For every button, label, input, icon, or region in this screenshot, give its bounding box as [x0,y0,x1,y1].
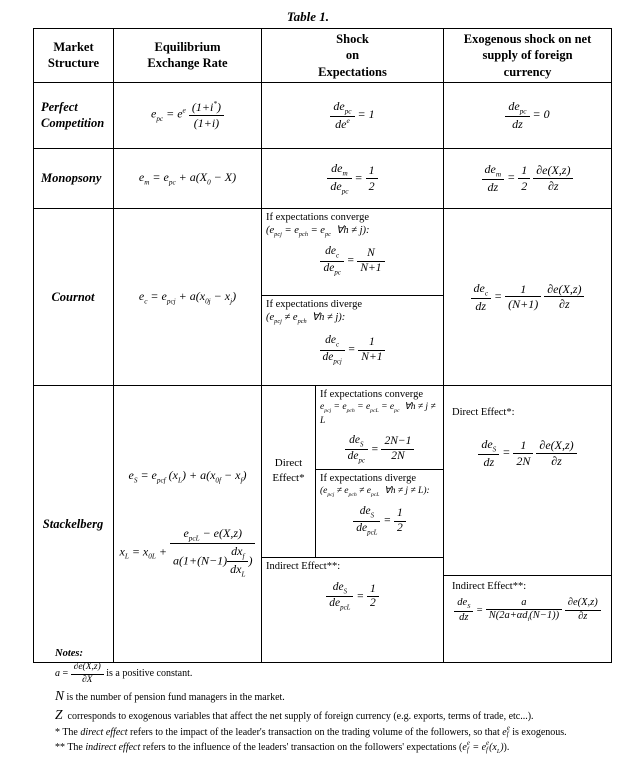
note-n-definition: N is the number of pension fund managers in the market. [55,687,285,703]
notes-section [55,647,607,757]
stackelberg-indirect-formula: $de_S$ $de_{pcL}$ = $\frac{1}{2}$ [262,581,443,613]
header-shock-on-expectations: Shock on Expectations [262,29,444,83]
stackelberg-converge-label: If expectations converge [320,388,424,400]
monopsony-exogenous-formula: $de_m$ dz = $\frac{1}{2}$ $\frac{\partial e(X,z)}{\partial z}$ [444,148,612,208]
header-exogenous-shock: Exogenous shock on net supply of foreign currency [444,29,612,83]
stackelberg-converge-formula: $de_S$ $de_{pc}$ = $\frac{2N-1}{2N}$ [316,434,443,466]
cournot-equilibrium-formula: $e_c = e_{pcj} + a(x_{0j} - x_j)$ [114,208,262,385]
cournot-diverge-label: If expectations diverge [266,298,363,310]
stackelberg-converge-condition: $e_{pcj} = e_{pch} = e_{pcL} = e_{pc}$ ∀h ≠ j ≠ L [320,401,436,427]
note-z-definition: Z corresponds to exogenous variables that affect the net supply of foreign currency (e.g. exports, terms of trade, etc...). [55,706,534,722]
cournot-exogenous-formula: $de_c$ dz = $\frac{1}{(N+1)}$ $\frac{\partial e(X,z)}{\partial z}$ [444,208,612,385]
stackelberg-diverge-label: If expectations diverge [320,472,417,484]
stackelberg-exo-direct-formula: $de_S$ dz = $\frac{1}{2N}$ $\frac{\partial e(X,z)}{\partial z}$ [444,437,611,469]
stackelberg-equilibrium-formula-1: $e_S = e_{pcf}$ $(x_L) + a(x_{0f} - x_f)$ [128,468,247,485]
pc-equilibrium-formula: $e_{pc} = e^e$ $\frac{(1+i^*)}{(1+i)}$ [114,82,262,148]
stackelberg-equilibrium-formula-2: $x_L = x_{0L}$ + $e_{pcL} - e(X,z)$ a(1+(N−1) $dx_f$ $dx_L$ ) [120,526,256,579]
stackelberg-shock-cell [262,385,444,662]
table-title: Table 1. [286,9,330,24]
stackelberg-direct-effect-area [262,386,443,558]
stackelberg-indirect-effect-subcell [262,558,443,644]
stackelberg-indirect-effect-label: Indirect Effect**: [266,560,341,572]
header-row [34,29,612,83]
stackelberg-diverge-condition: ($e_{pcj} \ne e_{pch} \ne e_{pcL}$ ∀h ≠ j ≠ L): [320,485,430,498]
cournot-converge-label: If expectations converge [266,211,370,223]
cournot-diverge-condition: ($e_{pcj} \ne e_{pch}$ ∀h ≠ j): [266,311,346,325]
stackelberg-exo-direct-subcell [444,404,611,576]
row-label-perfect-competition: Perfect Competition [34,82,114,148]
stackelberg-exo-indirect-label: Indirect Effect**: [452,580,527,592]
header-equilibrium-exchange-rate: Equilibrium Exchange Rate [114,29,262,83]
cournot-converge-formula: $de_c$ $de_{pc}$ = $\frac{N}{N+1}$ [262,245,443,277]
stackelberg-direct-effect-label: Direct Effect* [262,386,316,557]
cournot-diverge-formula: $de_c$ $de_{pcj}$ = $\frac{1}{N+1}$ [262,334,443,366]
stackelberg-exo-indirect-formula: $de_S$ dz = a $N(2a+\alpha d_i(N-1))$ $\frac{\partial e(X,z)}{\partial z}$ [444,597,611,624]
row-monopsony [34,148,612,208]
stackelberg-exogenous-cell [444,385,612,662]
cournot-converge-condition: ($e_{pcj} = e_{pch} = e_{pc}$ ∀h ≠ j): [266,224,370,238]
row-stackelberg [34,385,612,662]
stackelberg-diverge-formula: $de_S$ $de_{pcL}$ = $\frac{1}{2}$ [316,505,443,537]
pc-exogenous-formula: $de_{pc}$ dz = 0 [444,82,612,148]
row-label-monopsony: Monopsony [34,148,114,208]
cournot-diverge-subcell [262,296,443,385]
pc-shock-formula: $de_{pc}$ $de^e$ = 1 [262,82,444,148]
stackelberg-converge-subcell [316,386,443,470]
table-1 [33,28,612,663]
row-label-stackelberg: Stackelberg [34,385,114,662]
header-market-structure: Market Structure [34,29,114,83]
notes-label: Notes: [55,648,83,659]
stackelberg-equilibrium-cell [114,385,262,662]
monopsony-equilibrium-formula: $e_m = e_{pc} + a(X_0 - X)$ [114,148,262,208]
stackelberg-exo-direct-label: Direct Effect*: [452,406,515,418]
cournot-converge-subcell [262,209,443,296]
note-indirect-effect: ** The indirect effect refers to the influence of the leaders' transaction on the followers' expectations (e e f = e e f $(x_L)$). [55,740,510,756]
stackelberg-diverge-subcell [316,470,443,557]
cournot-shock-cell [262,208,444,385]
monopsony-shock-formula: $de_m$ $de_{pc}$ = $\frac{1}{2}$ [262,148,444,208]
row-cournot [34,208,612,385]
row-label-cournot: Cournot [34,208,114,385]
row-perfect-competition [34,82,612,148]
note-direct-effect: * The direct effect refers to the impact of the leader's transaction on the trading volume of the followers, so that e e f is exogenous. [55,724,567,739]
note-a-constant: a = $\frac{\partial e(X,z)}{\partial X}$ is a positive constant. [55,662,193,685]
